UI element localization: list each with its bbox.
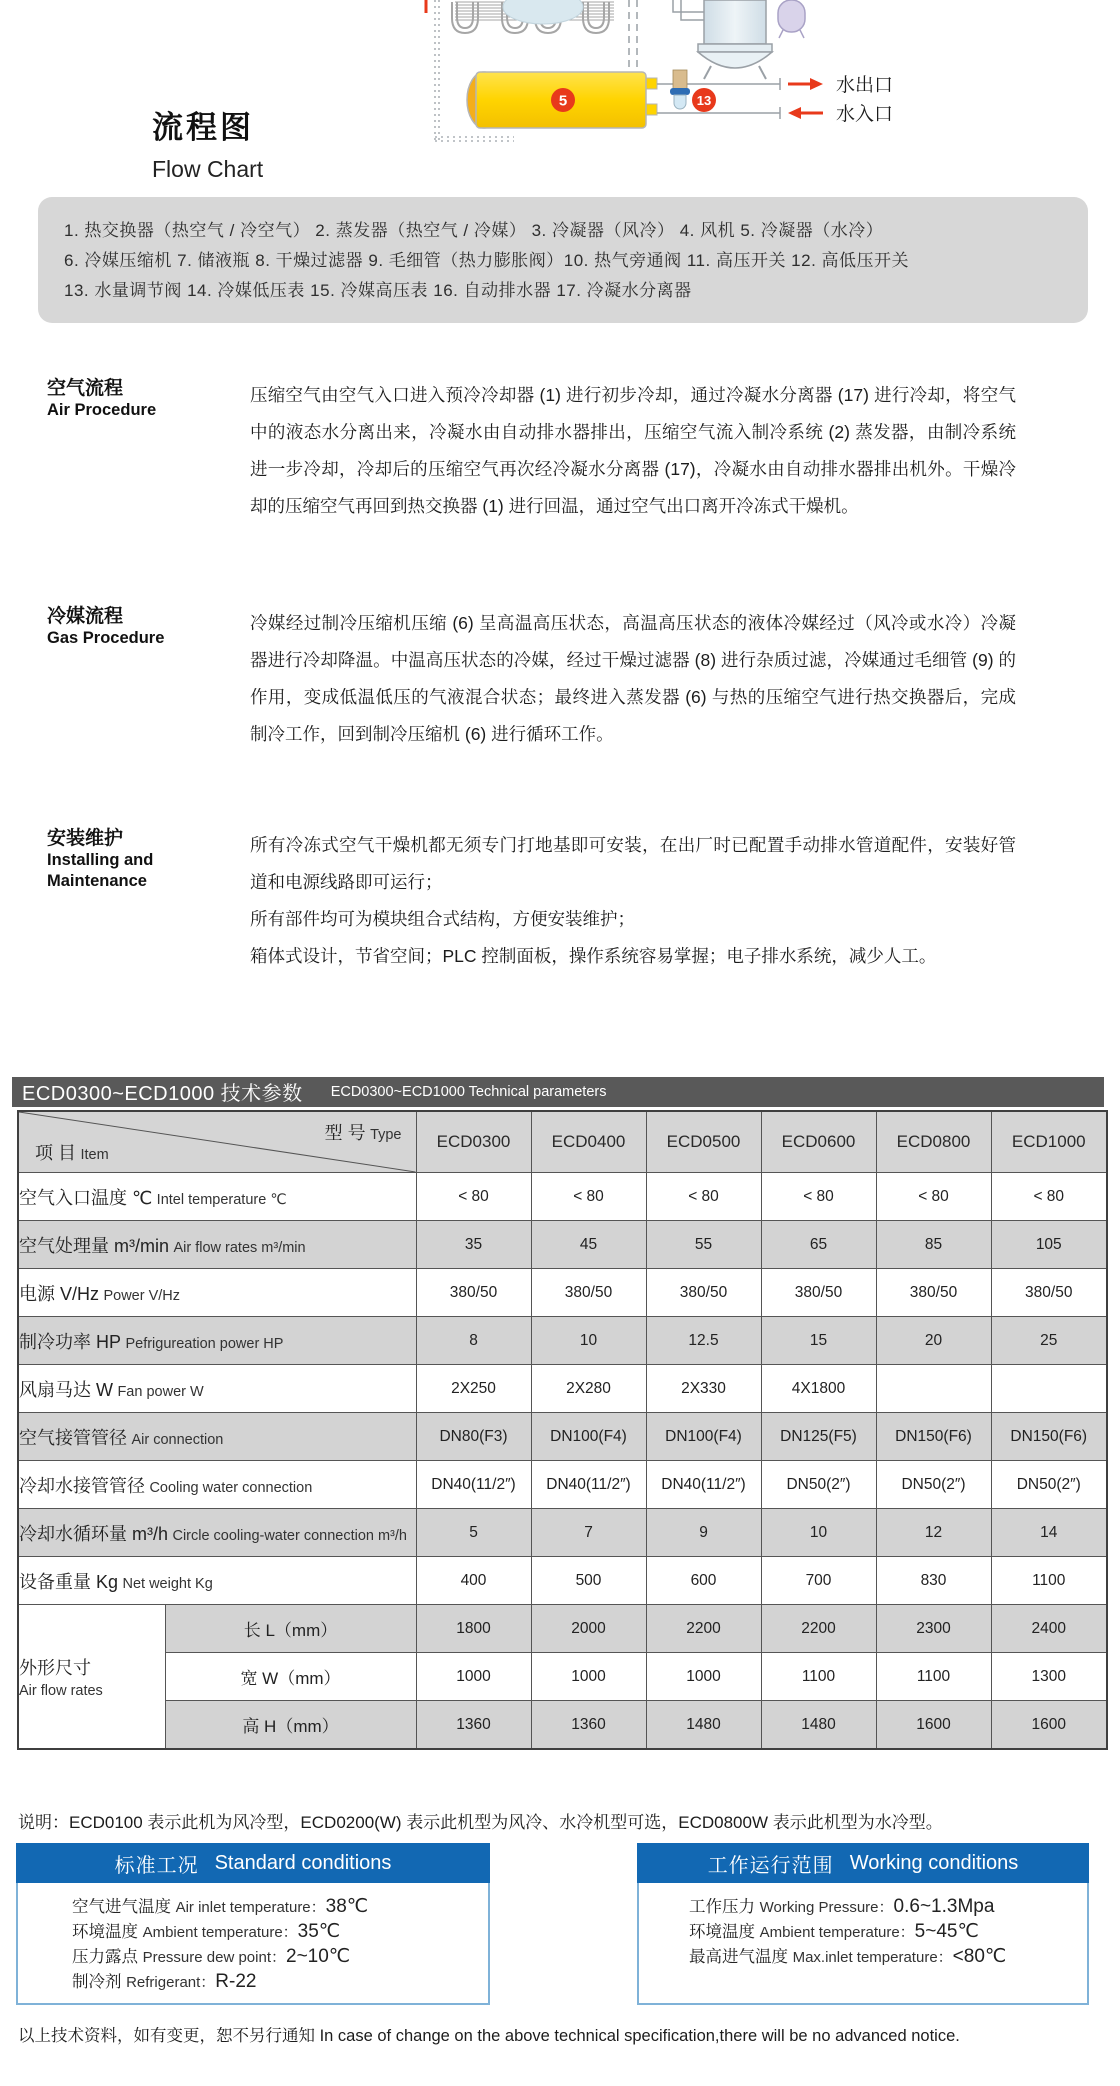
section-air-label xyxy=(47,378,242,421)
cond-value: 5~45℃ xyxy=(914,1921,979,1942)
section-air-text: 压缩空气由空气入口进入预冷冷却器 (1) 进行初步冷却，通过冷凝水分离器 (17) 进行冷却，将空气中的液态水分离出来，冷凝水由自动排水器排出，压缩空气流入制冷系统 (2) 蒸发器，由制冷系统进一步冷却，冷却后的压缩空气再次经冷凝水分离器 (17)，冷凝水由自动排水器排出机外。干燥冷却的压缩空气再回到热交换器 (1) 进行回温，通过空气出口离开冷冻式干燥机。 xyxy=(250,385,1016,516)
table-cell: 400 xyxy=(416,1557,531,1605)
section-install-title-en1: Installing and xyxy=(47,851,154,869)
table-cell xyxy=(991,1365,1107,1413)
standard-conditions-title-en: Standard conditions xyxy=(214,1851,392,1874)
table-cell: 2300 xyxy=(876,1605,991,1653)
table-model-header: ECD0400 xyxy=(531,1111,646,1173)
receiver-vessel xyxy=(778,0,805,38)
table-cell: 2X330 xyxy=(646,1365,761,1413)
dashed-lines xyxy=(629,0,637,73)
table-dimension-sublabel: 宽 W（mm） xyxy=(165,1653,416,1701)
condition-row xyxy=(72,1920,488,1945)
cond-value: <80℃ xyxy=(952,1946,1007,1967)
table-title-cn: ECD0300~ECD1000 技术参数 xyxy=(22,1077,303,1108)
table-title-bar xyxy=(12,1077,1104,1107)
table-row-label: 空气接管管径 Air connection xyxy=(18,1413,416,1461)
flow-chart-title xyxy=(152,112,263,181)
table-cell: DN80(F3) xyxy=(416,1413,531,1461)
cond-en: Pressure dew point： xyxy=(142,1949,286,1966)
table-cell: < 80 xyxy=(416,1173,531,1221)
table-dimension-sublabel: 高 H（mm） xyxy=(165,1701,416,1750)
table-row-label: 冷却水循环量 m³/h Circle cooling-water connection m³/h xyxy=(18,1509,416,1557)
marker-13 xyxy=(692,88,716,112)
table-cell: 1000 xyxy=(531,1653,646,1701)
table-cell: 45 xyxy=(531,1221,646,1269)
table-cell: 105 xyxy=(991,1221,1107,1269)
table-cell: 830 xyxy=(876,1557,991,1605)
table-row-label: 电源 V/Hz Power V/Hz xyxy=(18,1269,416,1317)
table-corner-cell: 项 目 Item 型 号 Type xyxy=(18,1111,416,1173)
table-cell: 55 xyxy=(646,1221,761,1269)
standard-conditions-box xyxy=(16,1843,490,2005)
table-cell: 12.5 xyxy=(646,1317,761,1365)
table-cell: DN50(2″) xyxy=(761,1461,876,1509)
working-conditions-body xyxy=(637,1883,1089,2005)
section-install-text: 箱体式设计，节省空间；PLC 控制面板，操作系统容易掌握；电子排水系统，减少人工。 xyxy=(250,946,937,966)
table-dimension-sublabel: 长 L（mm） xyxy=(165,1605,416,1653)
table-cell: 1480 xyxy=(646,1701,761,1750)
table-cell: DN150(F6) xyxy=(991,1413,1107,1461)
water-out-label: 水出口 xyxy=(836,75,894,96)
cond-value: 0.6~1.3Mpa xyxy=(893,1896,995,1917)
table-cell: 380/50 xyxy=(531,1269,646,1317)
section-gas-body xyxy=(250,605,1016,753)
table-cell: < 80 xyxy=(761,1173,876,1221)
table-cell: 35 xyxy=(416,1221,531,1269)
table-model-header: ECD1000 xyxy=(991,1111,1107,1173)
cond-value: 35℃ xyxy=(297,1921,341,1942)
legend-line: 13. 水量调节阀 14. 冷媒低压表 15. 冷媒高压表 16. 自动排水器 17. 冷凝水分离器 xyxy=(64,281,692,300)
table-cell: 600 xyxy=(646,1557,761,1605)
flow-chart-title-en: Flow Chart xyxy=(152,156,264,182)
table-row-label: 风扇马达 W Fan power W xyxy=(18,1365,416,1413)
cond-cn: 环境温度 xyxy=(689,1923,760,1941)
table-cell: 2200 xyxy=(761,1605,876,1653)
section-air-body xyxy=(250,377,1016,525)
cond-en: Working Pressure： xyxy=(759,1899,894,1916)
working-conditions-header xyxy=(637,1843,1089,1883)
flow-arrows xyxy=(788,78,823,119)
table-cell: 500 xyxy=(531,1557,646,1605)
cond-en: Air inlet temperature： xyxy=(175,1899,326,1916)
table-cell: 9 xyxy=(646,1509,761,1557)
table-cell: < 80 xyxy=(876,1173,991,1221)
table-cell: 14 xyxy=(991,1509,1107,1557)
cond-value: 38℃ xyxy=(325,1896,369,1917)
water-in-label: 水入口 xyxy=(836,104,894,125)
table-cell: 10 xyxy=(531,1317,646,1365)
table-cell: 85 xyxy=(876,1221,991,1269)
compressor-vessel xyxy=(673,0,772,79)
cond-cn: 空气进气温度 xyxy=(72,1898,176,1916)
section-install-title-cn: 安装维护 xyxy=(47,828,124,849)
working-conditions-box xyxy=(637,1843,1089,2005)
condition-row xyxy=(689,1920,1087,1945)
table-cell: < 80 xyxy=(991,1173,1107,1221)
marker-5 xyxy=(551,88,575,112)
legend-line: 6. 冷媒压缩机 7. 储液瓶 8. 干燥过滤器 9. 毛细管（热力膨胀阀）10. 热气旁通阀 11. 高压开关 12. 高低压开关 xyxy=(64,251,910,270)
table-cell: 380/50 xyxy=(876,1269,991,1317)
section-install-label xyxy=(47,828,242,892)
section-gas-title-en: Gas Procedure xyxy=(47,629,165,647)
cond-cn: 工作压力 xyxy=(689,1898,760,1916)
svg-text:13: 13 xyxy=(696,93,712,108)
water-valve xyxy=(670,70,690,109)
flow-chart-diagram xyxy=(408,0,1120,152)
table-cell: 12 xyxy=(876,1509,991,1557)
cond-cn: 压力露点 xyxy=(72,1948,143,1966)
standard-conditions-body xyxy=(16,1883,490,2005)
table-cell: 5 xyxy=(416,1509,531,1557)
model-note: 说明：ECD0100 表示此机为风冷型，ECD0200(W) 表示此机型为风冷、水冷机型可选，ECD0800W 表示此机型为水冷型。 xyxy=(18,1813,943,1832)
svg-text:5: 5 xyxy=(558,92,568,110)
cond-cn: 环境温度 xyxy=(72,1923,143,1941)
table-row-label: 制冷功率 HP Pefrigureation power HP xyxy=(18,1317,416,1365)
table-cell: 2400 xyxy=(991,1605,1107,1653)
table-model-header: ECD0800 xyxy=(876,1111,991,1173)
table-cell: DN40(11/2″) xyxy=(646,1461,761,1509)
table-cell: 1800 xyxy=(416,1605,531,1653)
table-cell: DN100(F4) xyxy=(531,1413,646,1461)
table-row-label: 空气处理量 m³/min Air flow rates m³/min xyxy=(18,1221,416,1269)
table-cell: DN150(F6) xyxy=(876,1413,991,1461)
table-cell: 1600 xyxy=(991,1701,1107,1750)
table-cell: 1100 xyxy=(761,1653,876,1701)
table-row-label: 空气入口温度 ℃ Intel temperature ℃ xyxy=(18,1173,416,1221)
table-cell: 2200 xyxy=(646,1605,761,1653)
table-cell: 4X1800 xyxy=(761,1365,876,1413)
table-model-header: ECD0500 xyxy=(646,1111,761,1173)
table-row-label: 冷却水接管管径 Cooling water connection xyxy=(18,1461,416,1509)
table-cell: 2X280 xyxy=(531,1365,646,1413)
table-cell: DN50(2″) xyxy=(991,1461,1107,1509)
tech-table xyxy=(17,1110,1108,1750)
table-cell: 65 xyxy=(761,1221,876,1269)
table-cell: 1000 xyxy=(416,1653,531,1701)
section-air-title-en: Air Procedure xyxy=(47,401,157,419)
flow-chart-title-cn: 流程图 xyxy=(152,110,254,145)
cond-en: Ambient temperature： xyxy=(759,1924,915,1941)
table-cell: 1000 xyxy=(646,1653,761,1701)
table-cell: 15 xyxy=(761,1317,876,1365)
table-title-en: ECD0300~ECD1000 Technical parameters xyxy=(330,1084,607,1100)
condition-row xyxy=(72,1945,488,1970)
cond-en: Max.inlet temperature： xyxy=(792,1949,953,1966)
section-install-body xyxy=(250,827,1016,975)
table-cell: 2X250 xyxy=(416,1365,531,1413)
table-cell xyxy=(876,1365,991,1413)
table-cell: 20 xyxy=(876,1317,991,1365)
table-model-header: ECD0300 xyxy=(416,1111,531,1173)
table-cell: < 80 xyxy=(531,1173,646,1221)
footer-note: 以上技术资料，如有变更，恕不另行通知 In case of change on the above technical specification,there will be no advanced notice. xyxy=(18,2027,960,2045)
table-model-header: ECD0600 xyxy=(761,1111,876,1173)
table-cell: 1100 xyxy=(991,1557,1107,1605)
table-cell: 1360 xyxy=(531,1701,646,1750)
table-cell: 25 xyxy=(991,1317,1107,1365)
table-cell: 1100 xyxy=(876,1653,991,1701)
table-cell: 380/50 xyxy=(416,1269,531,1317)
cond-cn: 最高进气温度 xyxy=(689,1948,793,1966)
working-conditions-title-en: Working conditions xyxy=(849,1851,1019,1874)
working-conditions-title-cn: 工作运行范围 xyxy=(707,1854,834,1877)
section-air-title-cn: 空气流程 xyxy=(47,378,124,399)
table-cell: 380/50 xyxy=(761,1269,876,1317)
legend-line: 1. 热交换器（热空气 / 冷空气） 2. 蒸发器（热空气 / 冷媒） 3. 冷凝器（风冷） 4. 风机 5. 冷凝器（水冷） xyxy=(64,221,884,240)
section-gas-title-cn: 冷媒流程 xyxy=(47,606,124,627)
cond-value: R-22 xyxy=(215,1971,257,1992)
table-cell: 1600 xyxy=(876,1701,991,1750)
table-dimensions-label: 外形尺寸 Air flow rates xyxy=(18,1605,165,1750)
standard-conditions-header xyxy=(16,1843,490,1883)
section-gas-label xyxy=(47,606,242,649)
cond-en: Refrigerant： xyxy=(126,1974,216,1991)
table-cell: DN125(F5) xyxy=(761,1413,876,1461)
table-cell: 10 xyxy=(761,1509,876,1557)
condition-row xyxy=(72,1970,488,1995)
section-gas-text: 冷媒经过制冷压缩机压缩 (6) 呈高温高压状态，高温高压状态的液体冷媒经过（风冷或水冷）冷凝器进行冷却降温。中温高压状态的冷媒，经过干燥过滤器 (8) 进行杂质过滤，冷媒通过毛细管 (9) 的作用，变成低温低压的气液混合状态；最终进入蒸发器 (6) 与热的压缩空气进行热交换器后，完成制冷工作，回到制冷压缩机 (6) 进行循环工作。 xyxy=(250,613,1016,744)
cond-cn: 制冷剂 xyxy=(72,1973,127,1991)
table-cell: DN40(11/2″) xyxy=(531,1461,646,1509)
standard-conditions-title-cn: 标准工况 xyxy=(114,1854,199,1877)
legend-box xyxy=(38,197,1088,323)
table-cell: 380/50 xyxy=(646,1269,761,1317)
table-row-label: 设备重量 Kg Net weight Kg xyxy=(18,1557,416,1605)
table-cell: 7 xyxy=(531,1509,646,1557)
condition-row xyxy=(72,1895,488,1920)
condition-row xyxy=(689,1945,1087,1970)
table-cell: 380/50 xyxy=(991,1269,1107,1317)
table-cell: DN50(2″) xyxy=(876,1461,991,1509)
table-cell: 2000 xyxy=(531,1605,646,1653)
table-cell: 700 xyxy=(761,1557,876,1605)
section-install-title-en2: Maintenance xyxy=(47,872,147,890)
table-cell: 1480 xyxy=(761,1701,876,1750)
cond-value: 2~10℃ xyxy=(286,1946,351,1967)
condition-row xyxy=(689,1895,1087,1920)
table-cell: DN100(F4) xyxy=(646,1413,761,1461)
table-cell: 1360 xyxy=(416,1701,531,1750)
section-install-text: 所有部件均可为模块组合式结构，方便安装维护； xyxy=(250,909,635,929)
table-cell: DN40(11/2″) xyxy=(416,1461,531,1509)
cond-en: Ambient temperature： xyxy=(142,1924,298,1941)
table-cell: 1300 xyxy=(991,1653,1107,1701)
table-cell: 8 xyxy=(416,1317,531,1365)
section-install-text: 所有冷冻式空气干燥机都无须专门打地基即可安装，在出厂时已配置手动排水管道配件，安装好管道和电源线路即可运行； xyxy=(250,835,1016,892)
table-cell: < 80 xyxy=(646,1173,761,1221)
